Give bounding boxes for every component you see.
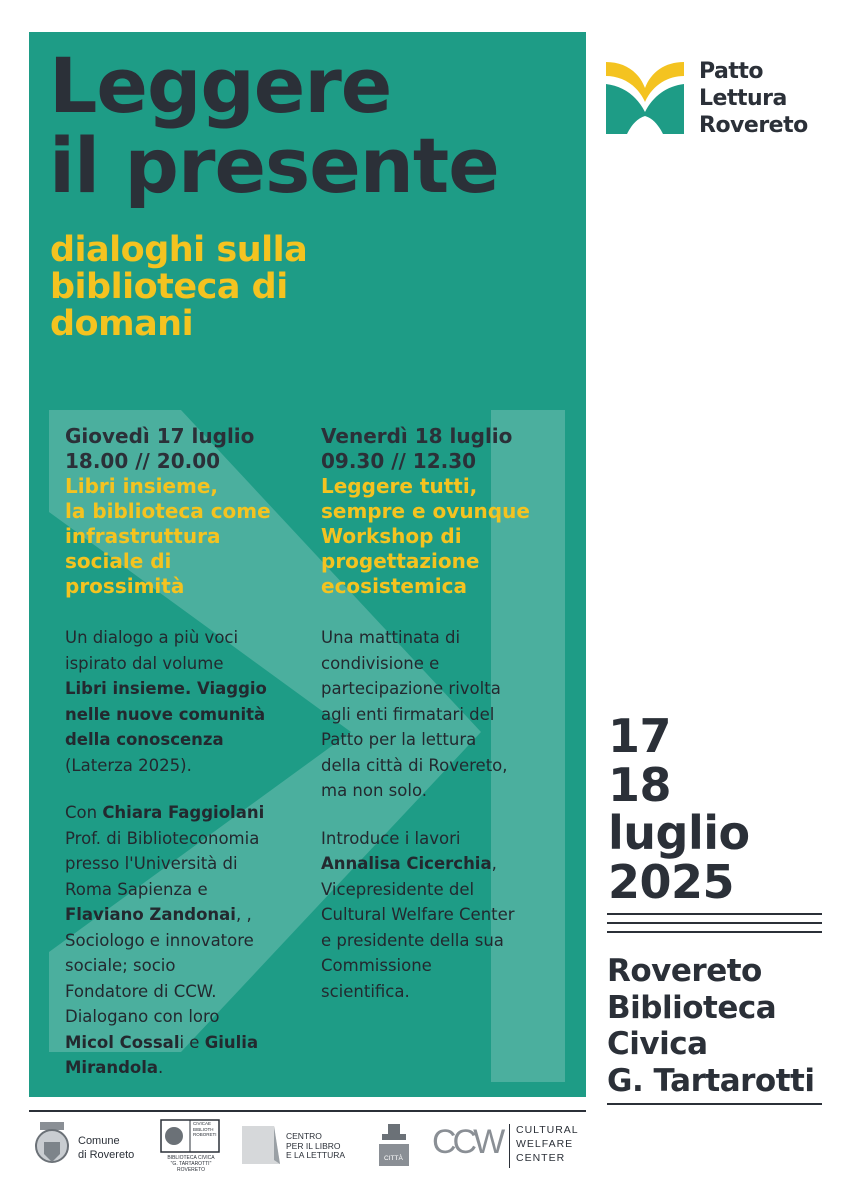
sponsor-comune: [32, 1118, 142, 1172]
sponsor-comune-label: Comune di Rovereto: [78, 1135, 135, 1161]
sponsor-centro-libro: [240, 1118, 360, 1172]
event-day: Giovedì 17 luglio: [65, 424, 255, 448]
logo-text: Patto Lettura Rovereto: [699, 59, 808, 138]
book-icon: [603, 58, 687, 140]
divider: [607, 1103, 822, 1105]
sponsor-biblioteca-label: BIBLIOTECA CIVICA "G. TARTAROTTI" ROVERETO: [167, 1155, 215, 1173]
sponsor-ccw: [432, 1118, 584, 1172]
hero-panel: [29, 32, 586, 1097]
event-description: Un dialogo a più voci ispirato dal volume Libri insieme. Viaggio nelle nuove comunità della conoscenza (Laterza 2025).: [65, 628, 267, 775]
page-title: Leggere il presente: [49, 41, 499, 210]
event-day: Venerdì 18 luglio: [321, 424, 513, 448]
event-session-title: Leggere tutti, sempre e ovunque Workshop di progettazione ecosistemica: [321, 474, 530, 598]
seal-text: CIVICAE BIBLIOTH ROBORETI: [193, 1121, 217, 1137]
ccw-label: CULTURAL WELFARE CENTER: [516, 1124, 579, 1164]
sponsor-centro-label: CENTRO PER IL LIBRO E LA LETTURA: [286, 1131, 346, 1160]
event-time: 09.30 // 12.30: [321, 449, 477, 473]
ccw-logo: CCW: [432, 1123, 502, 1161]
page-subtitle: dialoghi sulla biblioteca di domani: [50, 230, 308, 344]
page-icon: [240, 1122, 282, 1168]
event-friday: [321, 424, 571, 1004]
sponsor-biblioteca: [158, 1118, 228, 1172]
coat-of-arms-icon: [32, 1120, 72, 1172]
event-dates: 17 18 luglio 2025: [608, 709, 750, 909]
sponsor-citta-label: CITTÀ: [384, 1155, 403, 1162]
event-location: Rovereto Biblioteca Civica G. Tartarotti: [607, 953, 815, 1099]
event-speakers: Introduce i lavori Annalisa Cicerchia, Vicepresidente del Cultural Welfare Center e presidente della sua Commissione scientifica.: [321, 828, 515, 1001]
sponsor-citta: [376, 1118, 416, 1172]
event-thursday: [65, 424, 315, 1081]
event-time: 18.00 // 20.00: [65, 449, 221, 473]
divider-lines: [607, 913, 822, 940]
event-session-title: Libri insieme, la biblioteca come infrastruttura sociale di prossimità: [65, 474, 271, 598]
patto-lettura-logo: [603, 58, 823, 140]
footer-divider: [29, 1110, 586, 1112]
event-speakers: Con Chiara Faggiolani Prof. di Biblioteconomia presso l'Università di Roma Sapienza e Flaviano Zandonai, , Sociologo e innovatore sociale; socio Fondatore di CCW. Dialogano con loro Micol Cossali e Giulia Mirandola.: [65, 803, 265, 1077]
divider: [509, 1124, 510, 1168]
event-description: Una mattinata di condivisione e partecipazione rivolta agli enti firmatari del Patto per la lettura della città di Rovereto, ma non solo.: [321, 628, 508, 800]
